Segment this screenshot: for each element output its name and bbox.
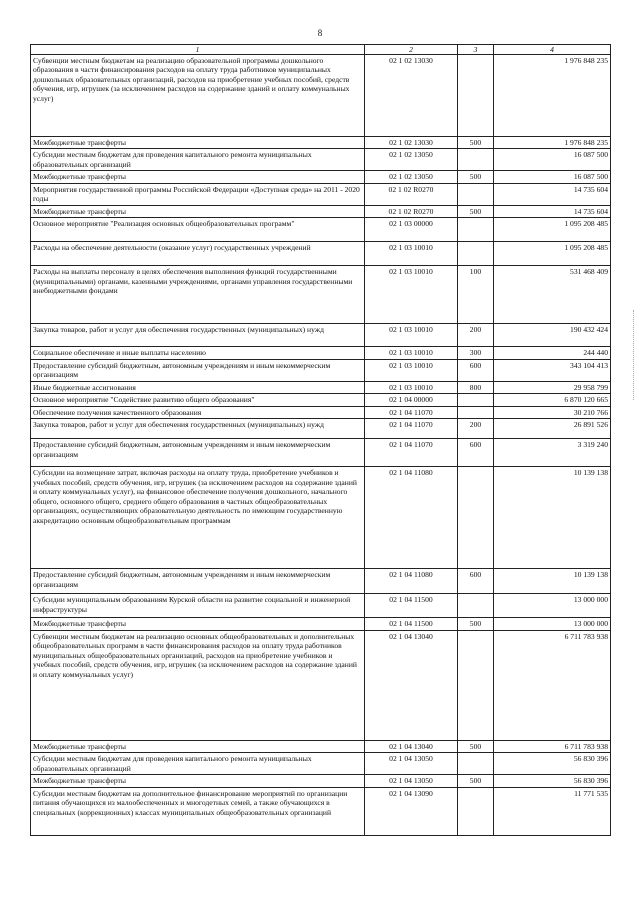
row-type-cell: 800 bbox=[458, 381, 494, 393]
row-code-cell: 02 1 04 11500 bbox=[365, 594, 458, 618]
row-sum-cell: 6 711 783 938 bbox=[494, 630, 611, 740]
row-code-cell: 02 1 04 13050 bbox=[365, 753, 458, 775]
row-name-cell: Иные бюджетные ассигнования bbox=[31, 381, 365, 393]
row-code-cell: 02 1 03 10010 bbox=[365, 381, 458, 393]
row-name-cell: Межбюджетные трансферты bbox=[31, 171, 365, 183]
row-name-cell: Межбюджетные трансферты bbox=[31, 205, 365, 217]
row-name-cell: Субсидии местным бюджетам на дополнительное финансирование мероприятий по организации питания обучающихся из малообеспеченных и многодетных семей, а также обучающихся в специальных (коррекционных) классах муниципальных общеобразовательных организаций bbox=[31, 787, 365, 835]
table-row bbox=[31, 205, 611, 217]
row-code-cell: 02 1 03 10010 bbox=[365, 324, 458, 347]
margin-mark bbox=[633, 310, 636, 400]
row-name-cell: Расходы на обеспечение деятельности (оказание услуг) государственных учреждений bbox=[31, 242, 365, 266]
row-name-cell: Субсидии на возмещение затрат, включая расходы на оплату труда, приобретение учебников и учебных пособий, средств обучения, игр, игрушек (за исключением расходов на содержание зданий и оплату коммунальных услуг), на финансовое обеспечение получения дошкольного, начального общего, основного общего, среднего общего образования в частных общеобразовательных организациях, осуществляющих образовательную деятельность по имеющим государственную аккредитацию основным общеобразовательным программам bbox=[31, 467, 365, 569]
row-code-cell: 02 1 04 13040 bbox=[365, 740, 458, 752]
table-row bbox=[31, 324, 611, 347]
table-row bbox=[31, 171, 611, 183]
row-sum-cell: 10 139 138 bbox=[494, 467, 611, 569]
row-sum-cell: 13 000 000 bbox=[494, 594, 611, 618]
header-row bbox=[31, 45, 611, 55]
table-row bbox=[31, 242, 611, 266]
row-sum-cell: 531 468 409 bbox=[494, 266, 611, 324]
row-name-cell: Основное мероприятие "Содействие развитию общего образования" bbox=[31, 394, 365, 406]
row-name-cell: Субсидии местным бюджетам для проведения капитального ремонта муниципальных образовательных организаций bbox=[31, 753, 365, 775]
row-name-cell: Закупка товаров, работ и услуг для обеспечения государственных (муниципальных) нужд bbox=[31, 419, 365, 439]
row-code-cell: 02 1 04 11070 bbox=[365, 439, 458, 467]
row-code-cell: 02 1 03 00000 bbox=[365, 218, 458, 242]
row-sum-cell: 56 830 396 bbox=[494, 775, 611, 787]
row-name-cell: Межбюджетные трансферты bbox=[31, 775, 365, 787]
row-type-cell bbox=[458, 149, 494, 171]
row-type-cell: 300 bbox=[458, 347, 494, 359]
row-code-cell: 02 1 04 13040 bbox=[365, 630, 458, 740]
row-type-cell bbox=[458, 242, 494, 266]
row-name-cell: Расходы на выплаты персоналу в целях обеспечения выполнения функций государственными (муниципальными) органами, казенными учреждениями, органами управления государственными внебюджетными фондами bbox=[31, 266, 365, 324]
budget-table bbox=[30, 44, 611, 836]
row-sum-cell: 16 087 500 bbox=[494, 149, 611, 171]
row-sum-cell: 13 000 000 bbox=[494, 618, 611, 630]
row-type-cell bbox=[458, 218, 494, 242]
row-type-cell bbox=[458, 183, 494, 205]
row-name-cell: Межбюджетные трансферты bbox=[31, 740, 365, 752]
row-code-cell: 02 1 02 R0270 bbox=[365, 183, 458, 205]
row-name-cell: Предоставление субсидий бюджетным, автономным учреждениям и иным некоммерческим организациям bbox=[31, 359, 365, 381]
table-row bbox=[31, 266, 611, 324]
row-type-cell bbox=[458, 406, 494, 418]
row-sum-cell: 3 319 240 bbox=[494, 439, 611, 467]
table-row bbox=[31, 347, 611, 359]
row-code-cell: 02 1 04 11080 bbox=[365, 467, 458, 569]
row-type-cell: 500 bbox=[458, 171, 494, 183]
col-header-name: 1 bbox=[31, 45, 365, 55]
row-code-cell: 02 1 04 13090 bbox=[365, 787, 458, 835]
row-code-cell: 02 1 02 R0270 bbox=[365, 205, 458, 217]
table-row bbox=[31, 394, 611, 406]
row-sum-cell: 56 830 396 bbox=[494, 753, 611, 775]
row-code-cell: 02 1 04 11070 bbox=[365, 406, 458, 418]
row-sum-cell: 16 087 500 bbox=[494, 171, 611, 183]
row-type-cell: 500 bbox=[458, 775, 494, 787]
row-sum-cell: 26 891 526 bbox=[494, 419, 611, 439]
table-row bbox=[31, 569, 611, 594]
row-type-cell bbox=[458, 787, 494, 835]
row-sum-cell: 1 976 848 235 bbox=[494, 55, 611, 137]
table-row bbox=[31, 183, 611, 205]
row-name-cell: Субсидии местным бюджетам для проведения капитального ремонта муниципальных образовательных организаций bbox=[31, 149, 365, 171]
row-sum-cell: 10 139 138 bbox=[494, 569, 611, 594]
row-type-cell bbox=[458, 467, 494, 569]
row-type-cell: 500 bbox=[458, 137, 494, 149]
row-code-cell: 02 1 02 13050 bbox=[365, 149, 458, 171]
col-header-type: 3 bbox=[458, 45, 494, 55]
row-name-cell: Субвенции местным бюджетам на реализацию основных общеобразовательных и дополнительных общеобразовательных программ в части финансирования расходов на оплату труда работников муниципальных общеобразовательных организаций, расходов на приобретение учебников и учебных пособий, средств обучения, игр, игрушек (за исключением расходов на содержание зданий и оплату коммунальных услуг) bbox=[31, 630, 365, 740]
row-type-cell bbox=[458, 753, 494, 775]
row-sum-cell: 6 870 120 665 bbox=[494, 394, 611, 406]
row-name-cell: Межбюджетные трансферты bbox=[31, 618, 365, 630]
page-number: 8 bbox=[317, 28, 323, 38]
row-name-cell: Предоставление субсидий бюджетным, автономным учреждениям и иным некоммерческим организациям bbox=[31, 569, 365, 594]
table-row bbox=[31, 359, 611, 381]
row-type-cell: 600 bbox=[458, 359, 494, 381]
row-sum-cell: 244 440 bbox=[494, 347, 611, 359]
row-type-cell: 200 bbox=[458, 324, 494, 347]
row-code-cell: 02 1 04 11070 bbox=[365, 419, 458, 439]
row-type-cell: 600 bbox=[458, 569, 494, 594]
row-sum-cell: 6 711 783 938 bbox=[494, 740, 611, 752]
table-row bbox=[31, 419, 611, 439]
row-sum-cell: 11 771 535 bbox=[494, 787, 611, 835]
row-name-cell: Субсидии муниципальным образованиям Курской области на развитие социальной и инженерной инфраструктуры bbox=[31, 594, 365, 618]
row-sum-cell: 1 095 208 485 bbox=[494, 218, 611, 242]
table-row bbox=[31, 381, 611, 393]
table-row bbox=[31, 137, 611, 149]
row-type-cell bbox=[458, 55, 494, 137]
row-code-cell: 02 1 04 11080 bbox=[365, 569, 458, 594]
table-row bbox=[31, 618, 611, 630]
row-sum-cell: 14 735 604 bbox=[494, 183, 611, 205]
row-code-cell: 02 1 02 13030 bbox=[365, 55, 458, 137]
row-sum-cell: 343 104 413 bbox=[494, 359, 611, 381]
row-name-cell: Основное мероприятие "Реализация основных общеобразовательных программ" bbox=[31, 218, 365, 242]
col-header-sum: 4 bbox=[494, 45, 611, 55]
table-row bbox=[31, 775, 611, 787]
row-code-cell: 02 1 03 10010 bbox=[365, 347, 458, 359]
row-code-cell: 02 1 04 13050 bbox=[365, 775, 458, 787]
row-name-cell: Обеспечение получения качественного образования bbox=[31, 406, 365, 418]
row-code-cell: 02 1 04 11500 bbox=[365, 618, 458, 630]
table-row bbox=[31, 594, 611, 618]
row-name-cell: Социальное обеспечение и иные выплаты населению bbox=[31, 347, 365, 359]
row-sum-cell: 190 432 424 bbox=[494, 324, 611, 347]
row-sum-cell: 1 095 208 485 bbox=[494, 242, 611, 266]
row-name-cell: Мероприятия государственной программы Российской Федерации «Доступная среда» на 2011 - 2020 годы bbox=[31, 183, 365, 205]
row-type-cell: 500 bbox=[458, 205, 494, 217]
row-sum-cell: 1 976 848 235 bbox=[494, 137, 611, 149]
row-name-cell: Субвенции местным бюджетам на реализацию образовательной программы дошкольного образования в части финансирования расходов на оплату труда работников муниципальных дошкольных образовательных организаций, расходов на приобретение учебных пособий, средств обучения, игр, игрушек (за исключением расходов на содержание зданий и оплату коммунальных услуг) bbox=[31, 55, 365, 137]
row-type-cell: 600 bbox=[458, 439, 494, 467]
row-code-cell: 02 1 02 13050 bbox=[365, 171, 458, 183]
row-type-cell: 100 bbox=[458, 266, 494, 324]
row-type-cell: 500 bbox=[458, 618, 494, 630]
table-row bbox=[31, 218, 611, 242]
table-row bbox=[31, 787, 611, 835]
row-sum-cell: 29 958 799 bbox=[494, 381, 611, 393]
row-sum-cell: 14 735 604 bbox=[494, 205, 611, 217]
row-code-cell: 02 1 03 10010 bbox=[365, 359, 458, 381]
row-name-cell: Закупка товаров, работ и услуг для обеспечения государственных (муниципальных) нужд bbox=[31, 324, 365, 347]
row-type-cell: 500 bbox=[458, 740, 494, 752]
row-code-cell: 02 1 03 10010 bbox=[365, 242, 458, 266]
table-row bbox=[31, 439, 611, 467]
table-row bbox=[31, 740, 611, 752]
row-type-cell bbox=[458, 594, 494, 618]
row-name-cell: Предоставление субсидий бюджетным, автономным учреждениям и иным некоммерческим организациям bbox=[31, 439, 365, 467]
row-sum-cell: 30 210 766 bbox=[494, 406, 611, 418]
table-row bbox=[31, 467, 611, 569]
table-row bbox=[31, 753, 611, 775]
row-type-cell bbox=[458, 630, 494, 740]
row-type-cell: 200 bbox=[458, 419, 494, 439]
row-code-cell: 02 1 04 00000 bbox=[365, 394, 458, 406]
table-row bbox=[31, 406, 611, 418]
row-type-cell bbox=[458, 394, 494, 406]
row-name-cell: Межбюджетные трансферты bbox=[31, 137, 365, 149]
col-header-code: 2 bbox=[365, 45, 458, 55]
row-code-cell: 02 1 02 13030 bbox=[365, 137, 458, 149]
table-row bbox=[31, 55, 611, 137]
row-code-cell: 02 1 03 10010 bbox=[365, 266, 458, 324]
table-row bbox=[31, 149, 611, 171]
table-body bbox=[31, 55, 611, 836]
table-row bbox=[31, 630, 611, 740]
